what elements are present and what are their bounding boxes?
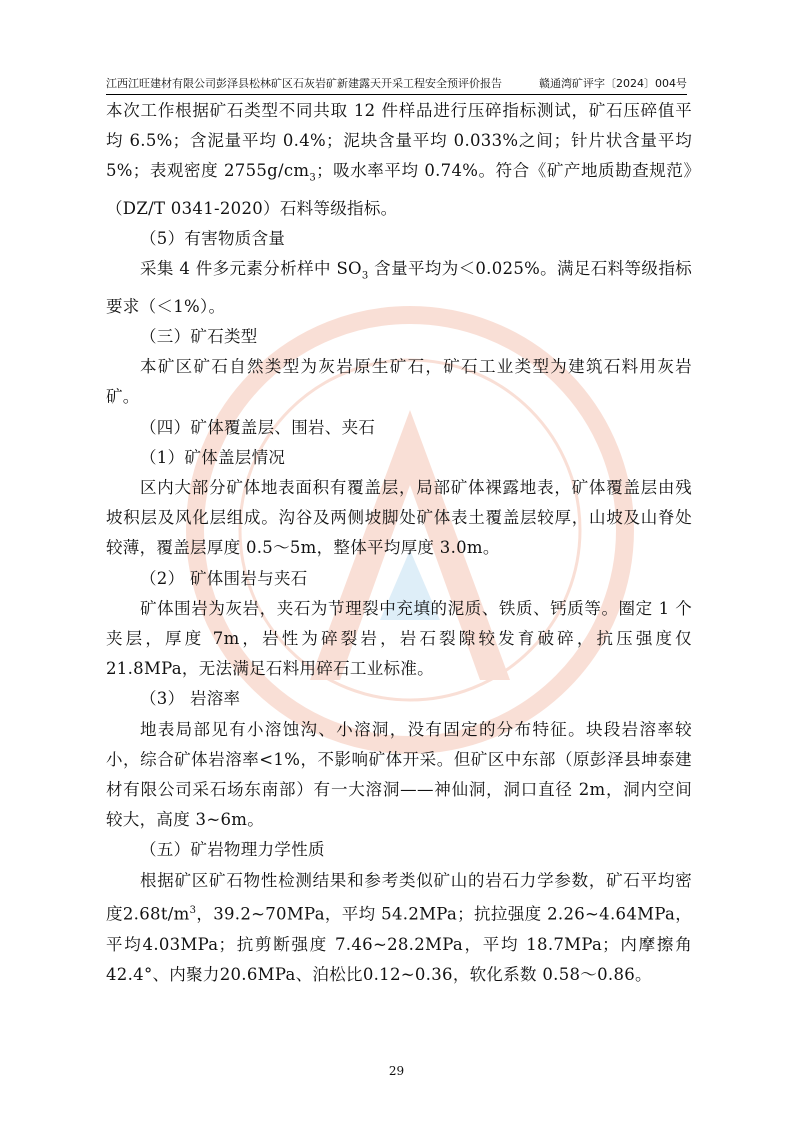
document-body	[106, 96, 692, 990]
paragraph: 地表局部见有小溶蚀沟、小溶洞，没有固定的分布特征。块段岩溶率较小，综合矿体岩溶率<1%，不影响矿体开采。但矿区中东部（原彭泽县坤泰建材有限公司采石场东南部）有一大溶洞——神仙洞，洞口直径 2m，洞内空间较大，高度 3~6m。	[106, 719, 692, 830]
page-number: 29	[388, 1064, 405, 1078]
paragraph: 区内大部分矿体地表面积有覆盖层，局部矿体裸露地表，矿体覆盖层由残坡积层及风化层组成。沟谷及两侧坡脚处矿体表土覆盖层较厚，山坡及山脊处较薄，覆盖层厚度 0.5～5m，整体平均厚度 3.0m。	[106, 478, 692, 558]
section-heading: （五）矿岩物理力学性质	[140, 840, 325, 860]
section-heading: （四）矿体覆盖层、围岩、夹石	[140, 417, 376, 437]
paragraph: 本矿区矿石自然类型为灰岩原生矿石，矿石工业类型为建筑石料用灰岩矿。	[106, 357, 692, 407]
subsection-heading: （3） 岩溶率	[140, 689, 241, 709]
subsection-heading: （1）矿体盖层情况	[140, 447, 286, 467]
paragraph: 矿体围岩为灰岩，夹石为节理裂中充填的泥质、铁质、钙质等。圈定 1 个夹层，厚度 7m，岩性为碎裂岩，岩石裂隙较发育破碎，抗压强度仅 21.8MPa，无法满足石料用碎石工业标准。	[106, 598, 692, 679]
header-left-title: 江西江旺建材有限公司彭泽县松林矿区石灰岩矿新建露天开采工程安全预评价报告	[106, 77, 502, 90]
header-doc-number: 赣通湾矿评字〔2024〕004号	[539, 77, 687, 90]
section-heading: （三）矿石类型	[140, 327, 258, 347]
subsection-heading: （2） 矿体围岩与夹石	[140, 568, 308, 588]
paragraph: 根据矿区矿石物性检测结果和参考类似矿山的岩石力学参数，矿石平均密度$2.68t/m^3$，39.2~70MPa，平均 54.2MPa；抗拉强度 2.26~4.64MPa，平均4.03MPa；抗剪断强度 7.46~28.2MPa，平均 18.7MPa；内摩擦角 42.4°、内聚力20.6MPa、泊松比0.12~0.36，软化系数 0.58～0.86。	[106, 870, 692, 984]
paragraph: 本次工作根据矿石类型不同共取 12 件样品进行压碎指标测试，矿石压碎值平均 6.5%；含泥量平均 0.4%；泥块含量平均 0.033%之间；针片状含量平均5%；表观密度 $2755g/cm_3$；吸水率平均 0.74%。符合《矿产地质勘查规范》（DZ/T 0341-2020）石料等级指标。	[106, 101, 692, 218]
page-header	[106, 76, 687, 95]
section-heading: （5）有害物质含量	[140, 229, 286, 249]
paragraph: 采集 4 件多元素分析样中 $SO_3$ 含量平均为＜0.025%。满足石料等级指标要求（＜1%）。	[106, 259, 692, 316]
